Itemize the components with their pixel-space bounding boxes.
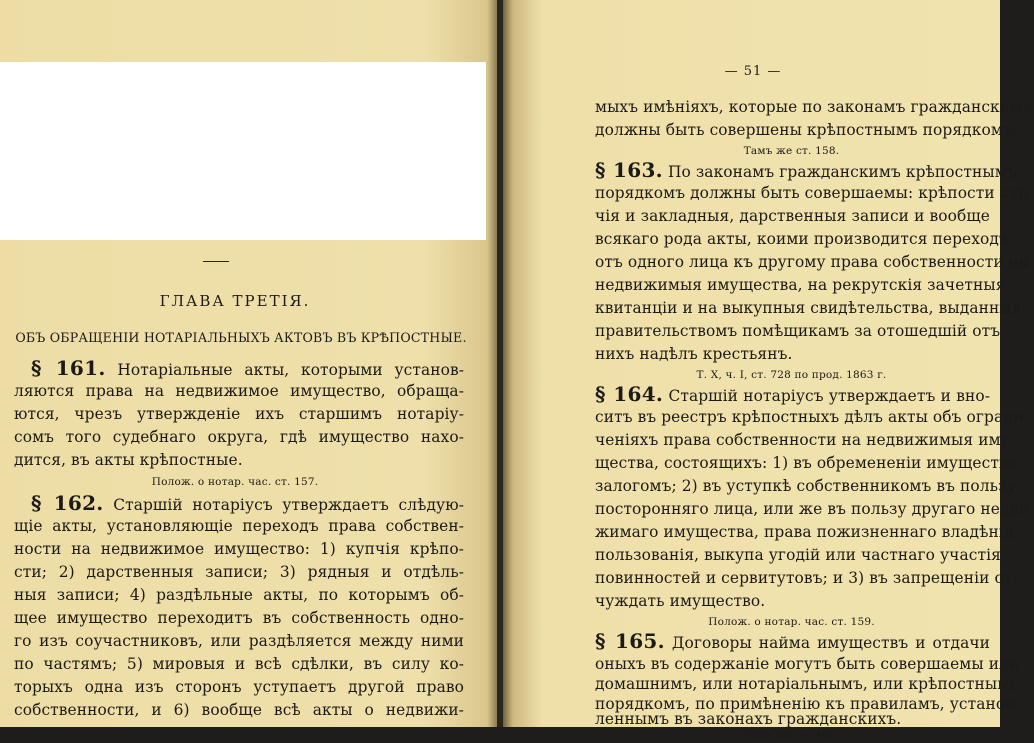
paragraph-162-line: го изъ соучастниковъ, или раздѣляется между ними (14, 632, 464, 650)
continuation-line: должны быть совершены крѣпостнымъ порядкомъ. (595, 121, 1018, 139)
paragraph-164-line: ситъ въ реестръ крѣпостныхъ дѣлъ акты объ ограни- (595, 408, 1030, 426)
paragraph-165-first-line: § 165. Договоры найма имуществъ и отдачи (595, 629, 991, 653)
right-page (503, 0, 1034, 741)
paragraph-164-line: чуждать имущество. (595, 592, 766, 610)
paragraph-162-first-line: § 162. Старшій нотаріусъ утверждаетъ слѣдую- (31, 491, 464, 515)
source-citation-161: Полож. о нотар. час. ст. 157. (151, 476, 319, 488)
paragraph-164-line: пользованія, выкупа угодій или частнаго участія, (595, 546, 1006, 564)
paragraph-162-line: ности на недвижимое имущество: 1) купчія крѣпо- (14, 540, 464, 558)
section-number-162: § 162. (31, 491, 104, 515)
paragraph-162-line: щее имущество переходитъ въ собственность одно- (14, 609, 464, 627)
paragraph-162-line: по частямъ; 5) мировыя и всѣ сдѣлки, въ силу ко- (14, 655, 464, 673)
source-citation-158: Тамъ же ст. 158. (743, 145, 840, 157)
paragraph-162-line: ныя записи; 4) раздѣльные акты, по которымъ об- (14, 586, 464, 604)
paragraph-165-line: порядкомъ, по примѣненію къ правиламъ, установ- (595, 695, 1020, 713)
paragraph-161-line: ются, чрезъ утвержденіе ихъ старшимъ нотаріу- (14, 405, 464, 423)
paragraph-164-first-line: § 164. Старшій нотаріусъ утверждаетъ и вно- (595, 382, 991, 406)
section-number-164: § 164. (595, 382, 664, 406)
paragraph-161-first-line: § 161. Нотаріальные акты, которыми установ- (31, 356, 465, 380)
paragraph-165-line: леннымъ въ законахъ гражданскихъ. (595, 710, 902, 728)
paragraph-164-line: повинностей и сервитутовъ; и 3) въ запрещеніи от- (595, 569, 1018, 587)
paragraph-161-line: ляются права на недвижимое имущество, обраща- (14, 382, 464, 400)
paragraph-161-line: сомъ того судебнаго округа, гдѣ имущество нахо- (14, 428, 464, 446)
page-number: — 51 — (724, 64, 782, 79)
redacted-area (0, 62, 486, 240)
source-citation-164: Полож. о нотар. час. ст. 159. (708, 616, 875, 628)
paragraph-163-line: всякаго рода акты, коими производится переходъ (595, 230, 1009, 248)
chapter-subtitle: ОБЪ ОБРАЩЕНІИ НОТАРІАЛЬНЫХЪ АКТОВЪ ВЪ КРѢПОСТНЫЕ. (15, 330, 467, 345)
paragraph-163-line: недвижимыя имущества, на рекрутскія зачетныя (595, 276, 1006, 294)
paragraph-165-line: домашнимъ, или нотаріальнымъ, или крѣпостнымъ (595, 675, 1020, 693)
paragraph-163-line: правительствомъ помѣщикамъ за отошедшій отъ (595, 322, 1001, 340)
paragraph-163-line: квитанціи и на выкупныя свидѣтельства, выданныя (595, 299, 1022, 317)
section-number-165: § 165. (595, 629, 665, 653)
section-number-163: § 163. (595, 158, 663, 182)
source-citation-163: Т. X, ч. I, ст. 728 по прод. 1863 г. (696, 369, 887, 381)
chapter-title: ГЛАВА ТРЕТІЯ. (159, 292, 311, 310)
paragraph-164-line: залогомъ; 2) въ уступкѣ собственникомъ въ пользу (595, 477, 1016, 495)
paragraph-165-line: оныхъ въ содержаніе могутъ быть совершаемы или (595, 655, 1020, 673)
paragraph-163-line: чія и закладныя, дарственныя записи и вообще (595, 207, 990, 225)
paragraph-164-line: ченіяхъ права собственности на недвижимыя иму- (595, 431, 1016, 449)
paragraph-162-line: сти; 2) дарственныя записи; 3) рядныя и отдѣль- (14, 563, 464, 581)
paragraph-162-line: собственности, и 6) вообще всѣ акты о недвижи- (14, 701, 464, 719)
paragraph-164-line: щества, состоящихъ: 1) въ обремененіи имущества (595, 454, 1017, 472)
divider-rule (203, 261, 229, 262)
paragraph-161-line: дится, въ акты крѣпостные. (14, 451, 243, 469)
paragraph-162-line: торыхъ одна изъ сторонъ уступаетъ другой право (14, 678, 464, 696)
source-citation-165: Тамъ же ст. 160. (743, 729, 840, 741)
paragraph-163-line: нихъ надѣлъ крестьянъ. (595, 345, 793, 363)
continuation-line: мыхъ имѣніяхъ, которые по законамъ гражданскимъ (595, 98, 1033, 116)
paragraph-163-line: отъ одного лица къ другому права собственности на (595, 253, 1029, 271)
section-number-161: § 161. (31, 356, 106, 380)
paragraph-164-line: посторонняго лица, или же въ пользу другаго недви- (595, 500, 1034, 518)
paragraph-163-line: порядкомъ должны быть совершаемы: крѣпости куп- (595, 184, 1034, 202)
left-page (0, 0, 497, 727)
paragraph-164-line: жимаго имущества, права пожизненнаго владѣнія, (595, 523, 1019, 541)
paragraph-163-first-line: § 163. По законамъ гражданскимъ крѣпостнымъ (595, 158, 1017, 182)
paragraph-162-line: щіе акты, установляющіе переходъ права собствен- (14, 517, 464, 535)
